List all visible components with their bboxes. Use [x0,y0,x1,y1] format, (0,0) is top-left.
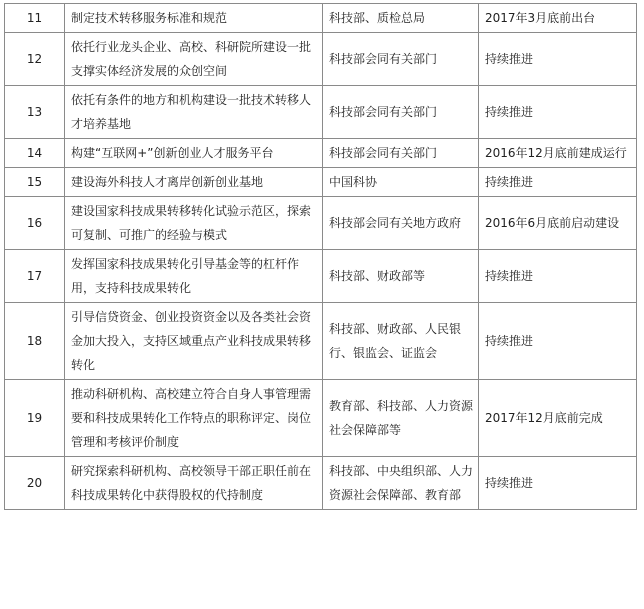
row-number: 17 [5,250,65,303]
table-row [5,168,637,197]
timeline-cell: 2016年12月底前建成运行 [479,139,637,168]
timeline-cell: 持续推进 [479,457,637,510]
department-cell: 科技部、财政部等 [323,250,479,303]
task-cell: 建设国家科技成果转移转化试验示范区，探索可复制、可推广的经验与模式 [65,197,323,250]
table-row [5,250,637,303]
row-number: 20 [5,457,65,510]
task-cell: 发挥国家科技成果转化引导基金等的杠杆作用，支持科技成果转化 [65,250,323,303]
task-table-body [5,4,637,510]
task-cell: 制定技术转移服务标准和规范 [65,4,323,33]
row-number: 13 [5,86,65,139]
table-row [5,303,637,380]
department-cell: 科技部、质检总局 [323,4,479,33]
row-number: 18 [5,303,65,380]
department-cell: 科技部会同有关部门 [323,33,479,86]
task-cell: 推动科研机构、高校建立符合自身人事管理需要和科技成果转化工作特点的职称评定、岗位管理和考核评价制度 [65,380,323,457]
timeline-cell: 持续推进 [479,33,637,86]
timeline-cell: 持续推进 [479,86,637,139]
department-cell: 科技部、中央组织部、人力资源社会保障部、教育部 [323,457,479,510]
row-number: 16 [5,197,65,250]
row-number: 14 [5,139,65,168]
department-cell: 科技部会同有关部门 [323,139,479,168]
row-number: 15 [5,168,65,197]
department-cell: 科技部、财政部、人民银行、银监会、证监会 [323,303,479,380]
department-cell: 教育部、科技部、人力资源社会保障部等 [323,380,479,457]
department-cell: 科技部会同有关部门 [323,86,479,139]
timeline-cell: 2016年6月底前启动建设 [479,197,637,250]
timeline-cell: 2017年12月底前完成 [479,380,637,457]
table-row [5,457,637,510]
timeline-cell: 持续推进 [479,303,637,380]
task-cell: 依托有条件的地方和机构建设一批技术转移人才培养基地 [65,86,323,139]
table-row [5,33,637,86]
task-cell: 构建“互联网+”创新创业人才服务平台 [65,139,323,168]
timeline-cell: 持续推进 [479,250,637,303]
task-cell: 引导信贷资金、创业投资资金以及各类社会资金加大投入，支持区域重点产业科技成果转移转化 [65,303,323,380]
task-table [4,3,637,510]
row-number: 11 [5,4,65,33]
table-row [5,4,637,33]
table-row [5,380,637,457]
row-number: 12 [5,33,65,86]
table-row [5,139,637,168]
department-cell: 科技部会同有关地方政府 [323,197,479,250]
row-number: 19 [5,380,65,457]
task-cell: 研究探索科研机构、高校领导干部正职任前在科技成果转化中获得股权的代持制度 [65,457,323,510]
task-cell: 建设海外科技人才离岸创新创业基地 [65,168,323,197]
timeline-cell: 持续推进 [479,168,637,197]
table-row [5,197,637,250]
task-cell: 依托行业龙头企业、高校、科研院所建设一批支撑实体经济发展的众创空间 [65,33,323,86]
timeline-cell: 2017年3月底前出台 [479,4,637,33]
table-row [5,86,637,139]
department-cell: 中国科协 [323,168,479,197]
